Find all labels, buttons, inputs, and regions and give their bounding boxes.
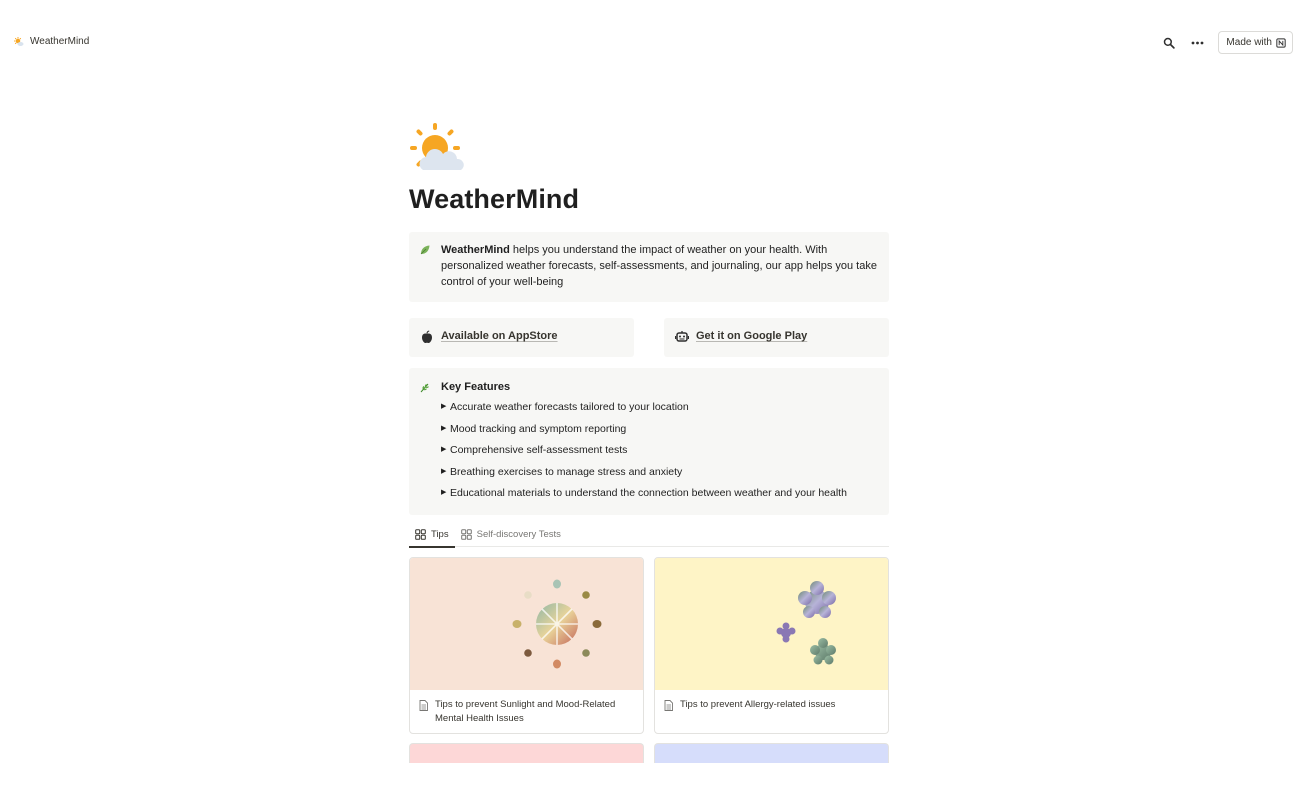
feature-item[interactable]: ▶ Educational materials to understand the connection between weather and your health [441,487,847,500]
notion-logo-icon [1276,38,1286,48]
card-footer [655,690,888,733]
features-list [441,400,847,508]
sun-illustration-icon [410,558,644,690]
gallery-card[interactable] [654,743,889,763]
search-button[interactable] [1158,32,1180,54]
top-actions [1158,31,1293,54]
database-tabs [409,522,889,547]
page-icon [419,700,428,711]
sun-behind-cloud-icon [14,37,24,47]
feature-item[interactable]: ▶ Mood tracking and symptom reporting [441,422,627,435]
page-icon [664,700,673,711]
appstore-label: Available on AppStore [441,330,558,342]
toggle-triangle-icon: ▶ [441,446,447,454]
gallery-card[interactable] [654,557,889,734]
tab-tips[interactable] [409,522,455,547]
google-play-link[interactable] [664,318,889,357]
gallery-view-icon [415,529,426,540]
intro-text [441,242,881,290]
apple-icon [420,330,434,344]
feature-item[interactable]: ▶ Comprehensive self-assessment tests [441,444,628,457]
top-bar [0,0,1300,85]
card-title: Tips to prevent Sunlight and Mood-Related Mental Health Issues [435,699,616,724]
made-with-notion-button[interactable] [1218,31,1293,54]
toggle-triangle-icon: ▶ [441,403,447,410]
intro-callout [409,232,889,302]
more-horizontal-icon [1191,41,1204,45]
tab-self-discovery-tests[interactable] [455,522,567,547]
google-play-label: Get it on Google Play [696,330,808,342]
sun-behind-cloud-icon [409,120,465,176]
appstore-link[interactable] [409,318,634,357]
toggle-triangle-icon: ▶ [441,467,447,475]
intro-brand: WeatherMind [441,244,510,256]
features-title: Key Features [441,381,511,393]
intro-body: helps you understand the impact of weather on your health. With personalized weather forecasts, self-assessments, and journaling, our app helps you take control of your well-being [441,244,877,288]
herb-icon [419,381,431,393]
site-brand[interactable] [14,36,89,47]
store-links [409,318,889,357]
card-title: Tips to prevent Allergy-related issues [680,699,836,710]
gallery-card[interactable] [409,743,644,763]
card-cover [410,558,643,690]
feature-item[interactable]: ▶ Accurate weather forecasts tailored to your location [441,401,689,413]
card-cover [655,558,888,690]
gallery-card[interactable] [409,557,644,734]
tab-label: Tips [431,529,449,540]
features-callout [409,368,889,515]
android-robot-icon [675,330,689,344]
site-name: WeatherMind [30,36,90,47]
more-button[interactable] [1186,32,1208,54]
leaf-icon [419,244,431,256]
gallery-view-icon [461,529,472,540]
toggle-triangle-icon: ▶ [441,424,447,432]
tab-label: Self-discovery Tests [476,529,561,540]
made-with-label: Made with [1226,37,1272,48]
allergy-illustration-icon [655,558,889,690]
card-footer [410,690,643,733]
search-icon [1163,37,1175,49]
page-title: WeatherMind [409,184,580,214]
toggle-triangle-icon: ▶ [441,489,447,497]
feature-item[interactable]: ▶ Breathing exercises to manage stress and anxiety [441,465,683,478]
